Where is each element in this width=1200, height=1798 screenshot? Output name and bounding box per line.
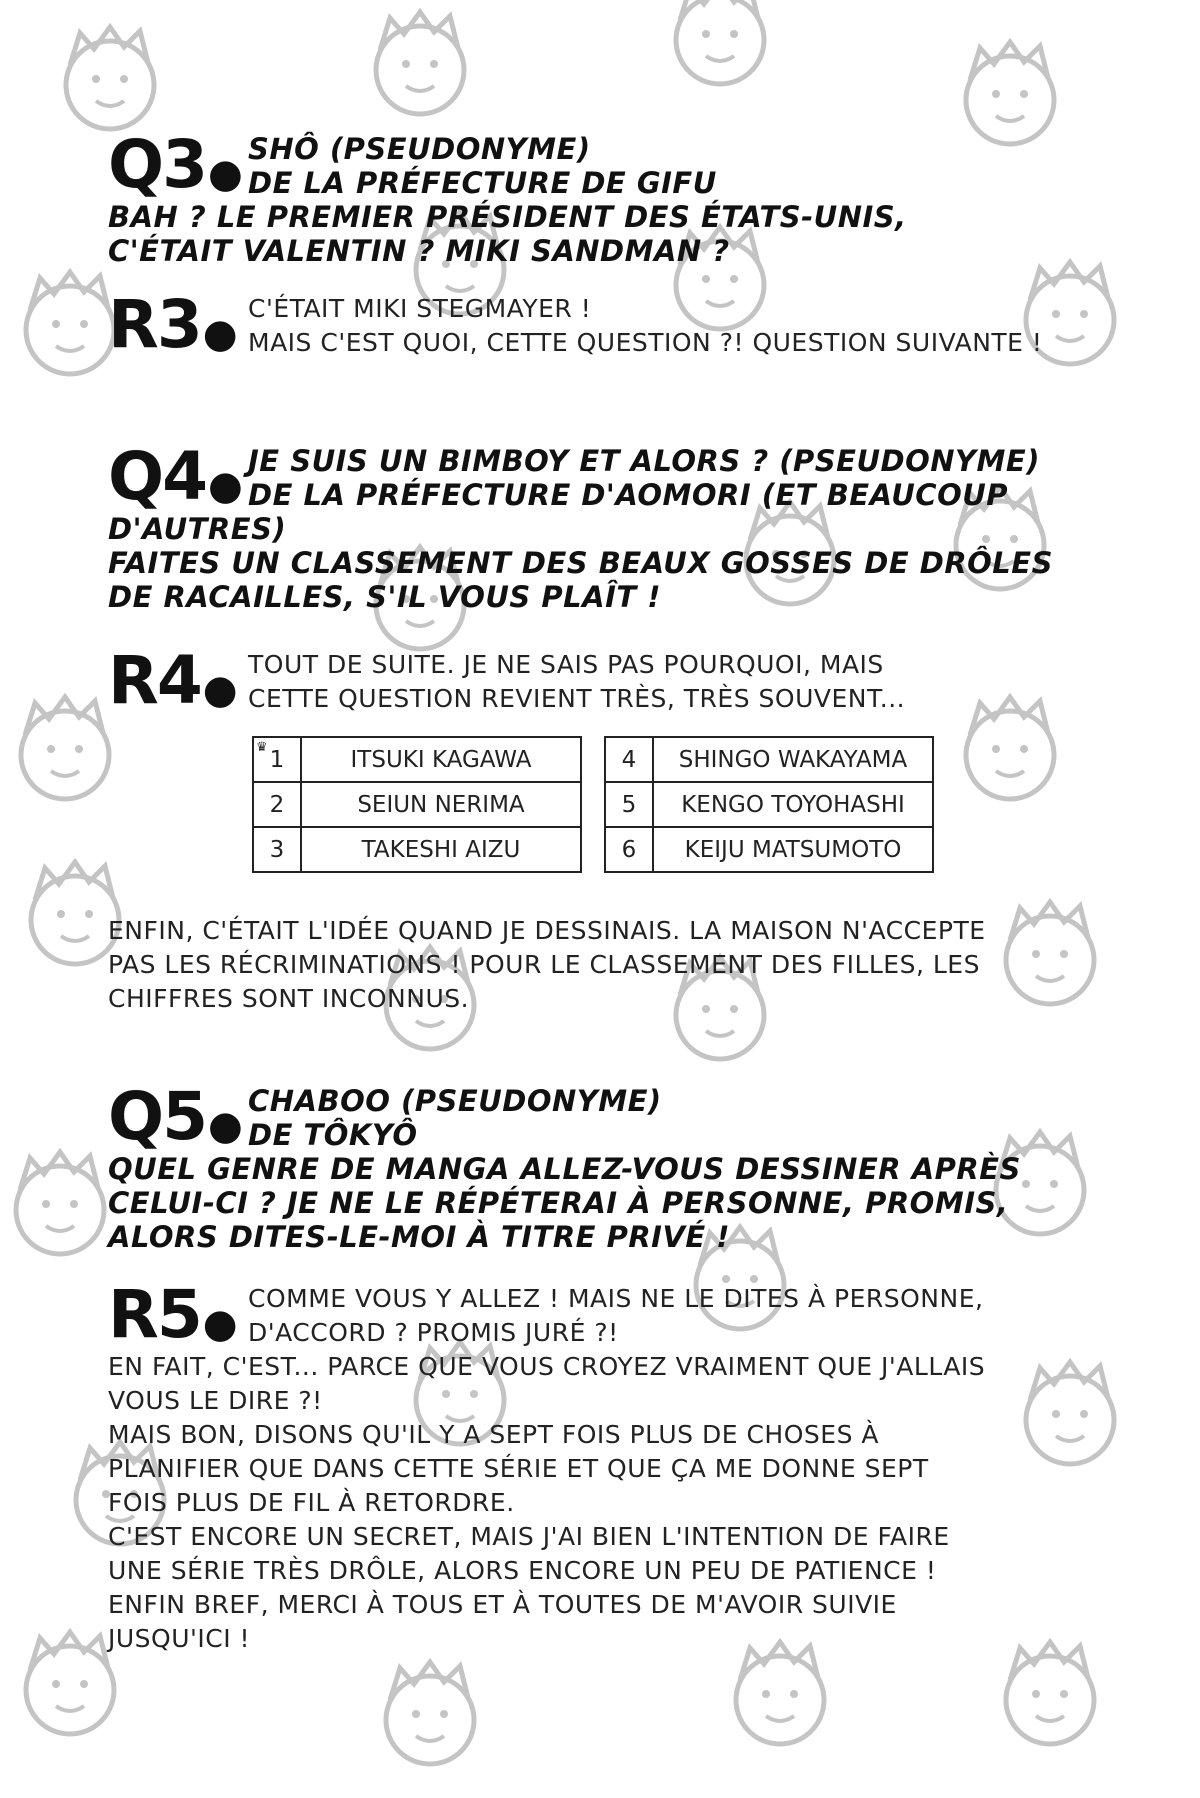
comment-text: PAS LES RÉCRIMINATIONS ! POUR LE CLASSEMENT DES FILLES, LES bbox=[108, 950, 980, 979]
question-author: SHÔ (PSEUDONYME) bbox=[248, 132, 591, 166]
answer-text: FOIS PLUS DE FIL À RETORDRE. bbox=[108, 1488, 515, 1517]
question-prefecture: DE TÔKYÔ bbox=[248, 1118, 418, 1152]
rank-name: SHINGO WAKAYAMA bbox=[653, 737, 933, 782]
answer-4-comment bbox=[108, 914, 1118, 1016]
question-text: C'ÉTAIT VALENTIN ? MIKI SANDMAN ? bbox=[108, 234, 730, 268]
answer-3 bbox=[108, 286, 1118, 363]
answer-text: COMME VOUS Y ALLEZ ! MAIS NE LE DITES À PERSONNE, bbox=[248, 1284, 984, 1313]
answer-text: PLANIFIER QUE DANS CETTE SÉRIE ET QUE ÇA ME DONNE SEPT bbox=[108, 1454, 929, 1483]
table-row bbox=[605, 827, 933, 872]
answer-text: UNE SÉRIE TRÈS DRÔLE, ALORS ENCORE UN PEU DE PATIENCE ! bbox=[108, 1556, 937, 1585]
answer-badge: R3● bbox=[108, 286, 236, 363]
question-text: DE RACAILLES, S'IL VOUS PLAÎT ! bbox=[108, 580, 661, 614]
answer-text: MAIS BON, DISONS QU'IL Y A SEPT FOIS PLUS DE CHOSES À bbox=[108, 1420, 879, 1449]
question-author: JE SUIS UN BIMBOY ET ALORS ? (PSEUDONYME) bbox=[248, 444, 1040, 478]
comment-text: ENFIN, C'ÉTAIT L'IDÉE QUAND JE DESSINAIS. LA MAISON N'ACCEPTE bbox=[108, 916, 986, 945]
question-5 bbox=[108, 1078, 1118, 1254]
question-badge: Q5● bbox=[108, 1078, 241, 1155]
question-badge: Q3● bbox=[108, 126, 241, 203]
answer-text: C'ÉTAIT MIKI STEGMAYER ! bbox=[248, 294, 592, 323]
question-badge: Q4● bbox=[108, 438, 241, 515]
question-text: BAH ? LE PREMIER PRÉSIDENT DES ÉTATS-UNIS, bbox=[108, 200, 907, 234]
rank-number: 6 bbox=[605, 827, 653, 872]
question-text: FAITES UN CLASSEMENT DES BEAUX GOSSES DE DRÔLES bbox=[108, 546, 1053, 580]
question-3 bbox=[108, 126, 1118, 268]
answer-text: C'EST ENCORE UN SECRET, MAIS J'AI BIEN L'INTENTION DE FAIRE bbox=[108, 1522, 950, 1551]
crown-icon: ♛ bbox=[256, 740, 268, 755]
answer-text: MAIS C'EST QUOI, CETTE QUESTION ?! QUESTION SUIVANTE ! bbox=[248, 328, 1043, 357]
ranking-table-left bbox=[252, 736, 582, 873]
table-row bbox=[605, 782, 933, 827]
answer-text: TOUT DE SUITE. JE NE SAIS PAS POURQUOI, MAIS bbox=[248, 650, 884, 679]
table-row bbox=[253, 782, 581, 827]
question-text: ALORS DITES-LE-MOI À TITRE PRIVÉ ! bbox=[108, 1220, 731, 1254]
table-row bbox=[605, 737, 933, 782]
question-author: CHABOO (PSEUDONYME) bbox=[248, 1084, 662, 1118]
answer-text: ENFIN BREF, MERCI À TOUS ET À TOUTES DE M'AVOIR SUIVIE bbox=[108, 1590, 897, 1619]
rank-name: TAKESHI AIZU bbox=[301, 827, 581, 872]
rank-number: 3 bbox=[253, 827, 301, 872]
rank-number: 4 bbox=[605, 737, 653, 782]
answer-5 bbox=[108, 1276, 1118, 1656]
answer-badge: R5● bbox=[108, 1276, 236, 1353]
rank-number: 1 bbox=[269, 746, 285, 773]
question-text: QUEL GENRE DE MANGA ALLEZ-VOUS DESSINER APRÈS bbox=[108, 1152, 1021, 1186]
answer-badge: R4● bbox=[108, 642, 236, 719]
rank-number: 2 bbox=[253, 782, 301, 827]
rank-name: KEIJU MATSUMOTO bbox=[653, 827, 933, 872]
table-row bbox=[253, 737, 581, 782]
answer-text: VOUS LE DIRE ?! bbox=[108, 1386, 323, 1415]
question-prefecture-cont: D'AUTRES) bbox=[108, 512, 287, 546]
table-row bbox=[253, 827, 581, 872]
rank-name: KENGO TOYOHASHI bbox=[653, 782, 933, 827]
rank-number: 5 bbox=[605, 782, 653, 827]
question-text: CELUI-CI ? JE NE LE RÉPÉTERAI À PERSONNE, PROMIS, bbox=[108, 1186, 1009, 1220]
comment-text: CHIFFRES SONT INCONNUS. bbox=[108, 984, 470, 1013]
answer-text: JUSQU'ICI ! bbox=[108, 1624, 251, 1653]
answer-text: EN FAIT, C'EST... PARCE QUE VOUS CROYEZ VRAIMENT QUE J'ALLAIS bbox=[108, 1352, 986, 1381]
rank-name: ITSUKI KAGAWA bbox=[301, 737, 581, 782]
question-prefecture: DE LA PRÉFECTURE D'AOMORI (ET BEAUCOUP bbox=[248, 478, 1009, 512]
rank-name: SEIUN NERIMA bbox=[301, 782, 581, 827]
answer-text: D'ACCORD ? PROMIS JURÉ ?! bbox=[248, 1318, 619, 1347]
answer-text: CETTE QUESTION REVIENT TRÈS, TRÈS SOUVENT... bbox=[248, 684, 906, 713]
question-4 bbox=[108, 438, 1118, 614]
ranking-tables bbox=[252, 736, 934, 873]
ranking-table-right bbox=[604, 736, 934, 873]
answer-4 bbox=[108, 642, 1118, 719]
question-prefecture: DE LA PRÉFECTURE DE GIFU bbox=[248, 166, 717, 200]
